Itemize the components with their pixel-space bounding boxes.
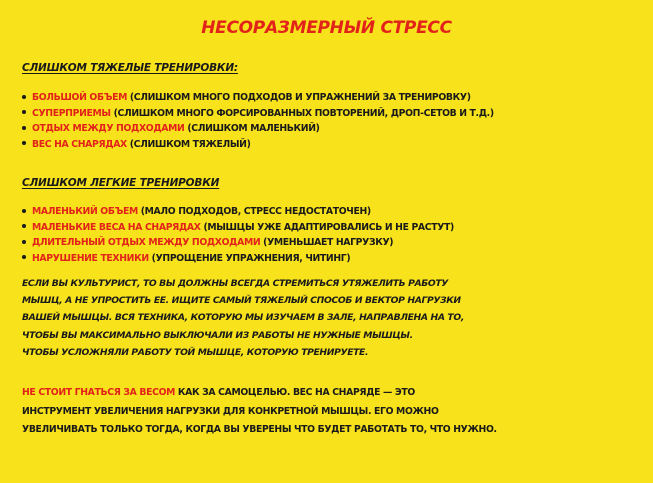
list-item-text: (СЛИШКОМ МНОГО ПОДХОДОВ И УПРАЖНЕНИЙ ЗА ТРЕНИРОВКУ): [126, 92, 471, 103]
paragraph-line: ВАШЕЙ МЫШЦЫ. ВСЯ ТЕХНИКА, КОТОРУЮ МЫ ИЗУЧАЕМ В ЗАЛЕ, НАПРАВЛЕНА НА ТО,: [22, 312, 464, 324]
bullet-icon: [22, 255, 26, 259]
bullet-icon: [22, 240, 26, 244]
list-item-highlight: НАРУШЕНИЕ ТЕХНИКИ: [32, 252, 149, 264]
bullet-icon: [22, 209, 26, 213]
list-item: [22, 204, 454, 220]
list-item-highlight: БОЛЬШОЙ ОБЪЕМ: [32, 92, 127, 103]
list-item: [22, 251, 454, 267]
list-item: [22, 121, 494, 137]
page-title: НЕСОРАЗМЕРНЫЙ СТРЕСС: [201, 18, 452, 38]
list-item-text: (СЛИШКОМ МАЛЕНЬКИЙ): [184, 123, 320, 134]
list-item-text: (МАЛО ПОДХОДОВ, СТРЕСС НЕДОСТАТОЧЕН): [137, 206, 371, 217]
list-item-text: (УПРОЩЕНИЕ УПРАЖНЕНИЯ, ЧИТИНГ): [148, 252, 351, 264]
list-item-text: (СЛИШКОМ МНОГО ФОРСИРОВАННЫХ ПОВТОРЕНИЙ, ДРОП-СЕТОВ И Т.Д.): [110, 107, 494, 119]
section-heading-light: СЛИШКОМ ЛЕГКИЕ ТРЕНИРОВКИ: [22, 177, 220, 189]
list-item-text: (УМЕНЬШАЕТ НАГРУЗКУ): [260, 237, 394, 248]
paragraph-line: ИНСТРУМЕНТ УВЕЛИЧЕНИЯ НАГРУЗКИ ДЛЯ КОНКРЕТНОЙ МЫШЦЫ. ЕГО МОЖНО: [22, 405, 439, 417]
list-item-highlight: ОТДЫХ МЕЖДУ ПОДХОДАМИ: [32, 123, 185, 134]
paragraph-line: ЧТОБЫ УСЛОЖНЯЛИ РАБОТУ ТОЙ МЫШЦЕ, КОТОРУЮ ТРЕНИРУЕТЕ.: [22, 346, 369, 358]
list-item: [22, 106, 494, 122]
bullet-icon: [22, 224, 26, 228]
paragraph-line: УВЕЛИЧИВАТЬ ТОЛЬКО ТОГДА, КОГДА ВЫ УВЕРЕНЫ ЧТО БУДЕТ РАБОТАТЬ ТО, ЧТО НУЖНО.: [22, 424, 497, 435]
bodybuilder-advice-paragraph: [22, 275, 637, 361]
paragraph-text: КАК ЗА САМОЦЕЛЬЮ. ВЕС НА СНАРЯДЕ — ЭТО: [175, 387, 415, 398]
paragraph-line: ЕСЛИ ВЫ КУЛЬТУРИСТ, ТО ВЫ ДОЛЖНЫ ВСЕГДА СТРЕМИТЬСЯ УТЯЖЕЛИТЬ РАБОТУ: [22, 278, 449, 289]
paragraph-line: [22, 384, 637, 403]
list-item-highlight: ВЕС НА СНАРЯДАХ: [32, 138, 127, 150]
paragraph-line: ЧТОБЫ ВЫ МАКСИМАЛЬНО ВЫКЛЮЧАЛИ ИЗ РАБОТЫ НЕ НУЖНЫЕ МЫШЦЫ.: [22, 329, 413, 341]
bullet-icon: [22, 95, 26, 99]
list-item: [22, 220, 454, 236]
paragraph-highlight: НЕ СТОИТ ГНАТЬСЯ ЗА ВЕСОМ: [22, 387, 176, 398]
list-item-highlight: МАЛЕНЬКИЕ ВЕСА НА СНАРЯДАХ: [32, 221, 201, 233]
list-item-highlight: ДЛИТЕЛЬНЫЙ ОТДЫХ МЕЖДУ ПОДХОДАМИ: [32, 237, 261, 248]
list-item: [22, 90, 494, 106]
heavy-training-list: [22, 90, 494, 152]
light-training-list: [22, 204, 454, 266]
bullet-icon: [22, 110, 26, 114]
list-item: [22, 137, 494, 153]
bullet-icon: [22, 126, 26, 130]
list-item-text: (СЛИШКОМ ТЯЖЕЛЫЙ): [126, 138, 251, 150]
weight-advice-paragraph: [22, 384, 637, 440]
list-item-highlight: МАЛЕНЬКИЙ ОБЪЕМ: [32, 206, 138, 217]
list-item: [22, 235, 454, 251]
bullet-icon: [22, 141, 26, 145]
list-item-text: (МЫШЦЫ УЖЕ АДАПТИРОВАЛИСЬ И НЕ РАСТУТ): [200, 221, 454, 233]
section-heading-heavy: СЛИШКОМ ТЯЖЕЛЫЕ ТРЕНИРОВКИ:: [22, 62, 238, 74]
list-item-highlight: СУПЕРПРИЕМЫ: [32, 107, 111, 119]
paragraph-line: МЫШЦ, А НЕ УПРОСТИТЬ ЕЕ. ИЩИТЕ САМЫЙ ТЯЖЕЛЫЙ СПОСОБ И ВЕКТОР НАГРУЗКИ: [22, 295, 461, 307]
